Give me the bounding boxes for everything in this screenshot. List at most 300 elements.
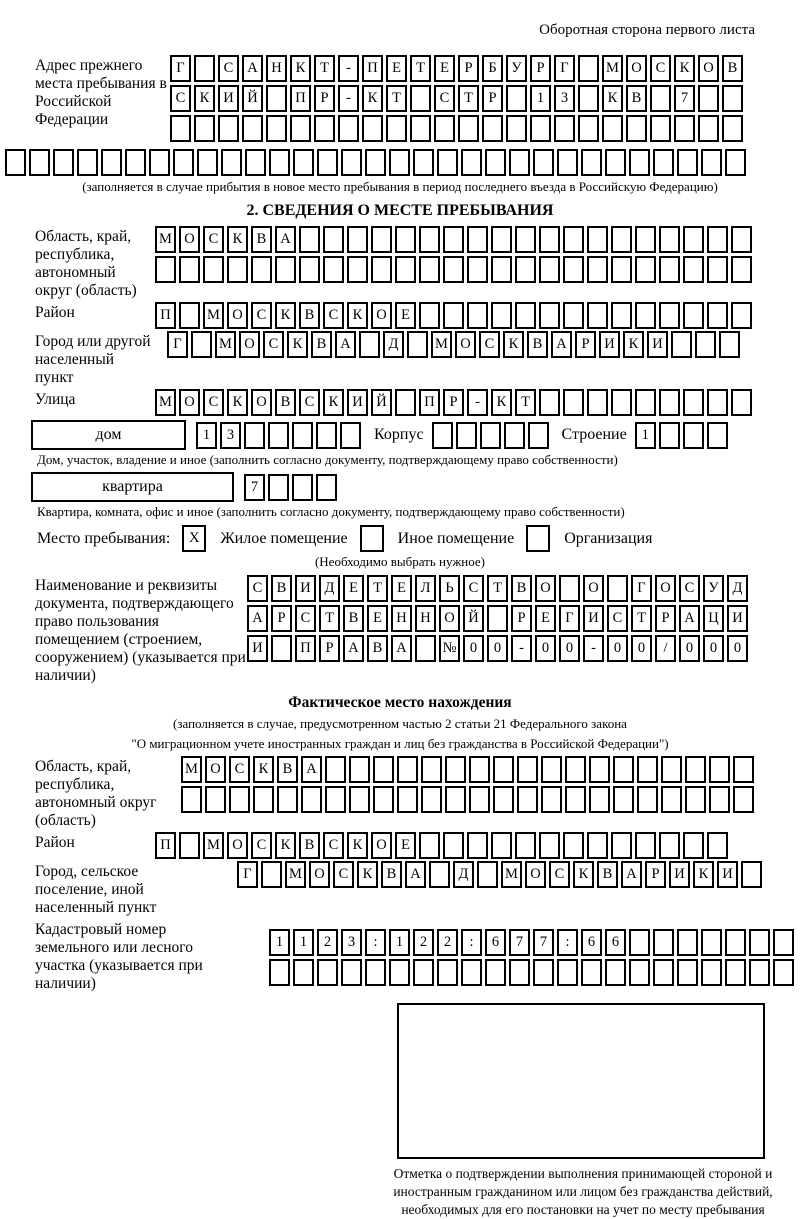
char-box[interactable]: К [290, 55, 311, 82]
char-box[interactable] [253, 786, 274, 813]
char-box[interactable] [155, 256, 176, 283]
char-box[interactable] [506, 115, 527, 142]
char-box[interactable] [461, 149, 482, 176]
char-box[interactable]: 1 [530, 85, 551, 112]
char-box[interactable]: 7 [674, 85, 695, 112]
char-box[interactable]: В [277, 756, 298, 783]
char-box[interactable]: В [381, 861, 402, 888]
char-box[interactable] [677, 929, 698, 956]
char-box[interactable] [509, 959, 530, 986]
checkbox-organization[interactable] [526, 525, 550, 552]
char-box[interactable]: С [203, 389, 224, 416]
char-box[interactable] [659, 226, 680, 253]
char-box[interactable] [659, 832, 680, 859]
char-box[interactable] [635, 389, 656, 416]
char-box[interactable]: - [338, 55, 359, 82]
char-box[interactable]: А [391, 635, 412, 662]
char-box[interactable] [203, 256, 224, 283]
char-box[interactable] [477, 861, 498, 888]
char-box[interactable]: К [227, 226, 248, 253]
char-box[interactable]: 7 [244, 474, 265, 501]
char-box[interactable]: П [155, 832, 176, 859]
char-box[interactable] [410, 85, 431, 112]
char-box[interactable]: Ц [703, 605, 724, 632]
char-box[interactable] [491, 226, 512, 253]
char-box[interactable] [194, 115, 215, 142]
char-box[interactable] [611, 389, 632, 416]
char-box[interactable] [683, 389, 704, 416]
char-box[interactable]: Й [463, 605, 484, 632]
char-box[interactable]: Е [434, 55, 455, 82]
char-box[interactable] [731, 389, 752, 416]
char-box[interactable] [410, 115, 431, 142]
char-box[interactable] [5, 149, 26, 176]
char-box[interactable]: В [275, 389, 296, 416]
char-box[interactable] [773, 959, 794, 986]
char-box[interactable]: Г [237, 861, 258, 888]
char-box[interactable]: А [275, 226, 296, 253]
char-box[interactable]: 3 [554, 85, 575, 112]
char-box[interactable]: Т [367, 575, 388, 602]
char-box[interactable]: 0 [487, 635, 508, 662]
char-box[interactable]: Р [530, 55, 551, 82]
char-box[interactable] [539, 226, 560, 253]
char-box[interactable] [722, 115, 743, 142]
char-box[interactable] [359, 331, 380, 358]
char-box[interactable]: А [335, 331, 356, 358]
char-box[interactable] [242, 115, 263, 142]
char-box[interactable]: 2 [413, 929, 434, 956]
char-box[interactable] [707, 226, 728, 253]
char-box[interactable]: Д [453, 861, 474, 888]
char-box[interactable] [653, 959, 674, 986]
char-box[interactable] [266, 115, 287, 142]
char-box[interactable]: К [275, 832, 296, 859]
char-box[interactable] [629, 959, 650, 986]
char-box[interactable]: : [461, 929, 482, 956]
char-box[interactable] [637, 786, 658, 813]
char-box[interactable]: Т [386, 85, 407, 112]
char-box[interactable]: 6 [485, 929, 506, 956]
char-box[interactable] [395, 389, 416, 416]
char-box[interactable] [611, 302, 632, 329]
char-box[interactable] [316, 474, 337, 501]
char-box[interactable]: К [227, 389, 248, 416]
char-box[interactable] [277, 786, 298, 813]
char-box[interactable] [290, 115, 311, 142]
char-box[interactable] [517, 756, 538, 783]
char-box[interactable] [557, 149, 578, 176]
char-box[interactable]: О [205, 756, 226, 783]
char-box[interactable]: П [155, 302, 176, 329]
char-box[interactable]: М [155, 389, 176, 416]
char-box[interactable]: О [179, 389, 200, 416]
char-box[interactable]: Р [271, 605, 292, 632]
char-box[interactable]: Т [314, 55, 335, 82]
char-box[interactable]: Г [167, 331, 188, 358]
char-box[interactable]: 0 [679, 635, 700, 662]
char-box[interactable]: В [343, 605, 364, 632]
char-box[interactable]: О [626, 55, 647, 82]
char-box[interactable] [325, 756, 346, 783]
char-box[interactable] [268, 422, 289, 449]
char-box[interactable]: 0 [559, 635, 580, 662]
char-box[interactable]: / [655, 635, 676, 662]
char-box[interactable] [653, 929, 674, 956]
char-box[interactable] [419, 256, 440, 283]
char-box[interactable]: С [251, 832, 272, 859]
char-box[interactable] [371, 256, 392, 283]
char-box[interactable]: К [623, 331, 644, 358]
char-box[interactable] [731, 226, 752, 253]
char-box[interactable] [709, 756, 730, 783]
char-box[interactable] [530, 115, 551, 142]
char-box[interactable] [515, 832, 536, 859]
char-box[interactable] [485, 959, 506, 986]
char-box[interactable] [317, 959, 338, 986]
char-box[interactable] [491, 832, 512, 859]
char-box[interactable]: О [309, 861, 330, 888]
char-box[interactable] [674, 115, 695, 142]
char-box[interactable] [125, 149, 146, 176]
char-box[interactable] [659, 302, 680, 329]
char-box[interactable] [563, 256, 584, 283]
char-box[interactable] [173, 149, 194, 176]
char-box[interactable] [741, 861, 762, 888]
char-box[interactable]: В [722, 55, 743, 82]
char-box[interactable] [589, 756, 610, 783]
char-box[interactable] [587, 226, 608, 253]
char-box[interactable] [589, 786, 610, 813]
char-box[interactable]: П [295, 635, 316, 662]
char-box[interactable] [261, 861, 282, 888]
char-box[interactable] [515, 256, 536, 283]
char-box[interactable] [685, 756, 706, 783]
char-box[interactable]: С [650, 55, 671, 82]
char-box[interactable]: О [251, 389, 272, 416]
char-box[interactable]: Р [511, 605, 532, 632]
char-box[interactable] [578, 85, 599, 112]
char-box[interactable]: О [371, 832, 392, 859]
char-box[interactable] [611, 256, 632, 283]
char-box[interactable] [415, 635, 436, 662]
char-box[interactable]: Е [395, 832, 416, 859]
char-box[interactable] [707, 302, 728, 329]
char-box[interactable] [181, 786, 202, 813]
char-box[interactable]: И [647, 331, 668, 358]
char-box[interactable]: 1 [196, 422, 217, 449]
char-box[interactable] [179, 256, 200, 283]
char-box[interactable] [506, 85, 527, 112]
char-box[interactable]: О [583, 575, 604, 602]
char-box[interactable]: А [551, 331, 572, 358]
char-box[interactable]: С [333, 861, 354, 888]
char-box[interactable]: Г [170, 55, 191, 82]
char-box[interactable] [170, 115, 191, 142]
char-box[interactable] [301, 786, 322, 813]
char-box[interactable] [443, 302, 464, 329]
char-box[interactable] [443, 226, 464, 253]
char-box[interactable]: С [203, 226, 224, 253]
char-box[interactable] [559, 575, 580, 602]
char-box[interactable] [467, 256, 488, 283]
char-box[interactable] [578, 115, 599, 142]
char-box[interactable] [293, 149, 314, 176]
char-box[interactable] [251, 256, 272, 283]
char-box[interactable] [659, 256, 680, 283]
char-box[interactable]: К [194, 85, 215, 112]
char-box[interactable] [725, 929, 746, 956]
char-box[interactable]: В [511, 575, 532, 602]
char-box[interactable]: С [263, 331, 284, 358]
char-box[interactable] [271, 635, 292, 662]
char-box[interactable]: И [717, 861, 738, 888]
char-box[interactable] [179, 832, 200, 859]
char-box[interactable] [292, 422, 313, 449]
char-box[interactable] [341, 149, 362, 176]
char-box[interactable] [480, 422, 501, 449]
char-box[interactable]: С [607, 605, 628, 632]
char-box[interactable] [504, 422, 525, 449]
char-box[interactable]: О [179, 226, 200, 253]
char-box[interactable]: - [338, 85, 359, 112]
char-box[interactable] [229, 786, 250, 813]
char-box[interactable] [563, 832, 584, 859]
char-box[interactable]: С [218, 55, 239, 82]
char-box[interactable] [563, 302, 584, 329]
char-box[interactable]: - [511, 635, 532, 662]
char-box[interactable]: Т [631, 605, 652, 632]
char-box[interactable]: С [251, 302, 272, 329]
char-box[interactable] [677, 149, 698, 176]
char-box[interactable] [491, 302, 512, 329]
char-box[interactable]: Р [314, 85, 335, 112]
char-box[interactable] [456, 422, 477, 449]
char-box[interactable]: С [247, 575, 268, 602]
char-box[interactable] [275, 256, 296, 283]
char-box[interactable]: 6 [605, 929, 626, 956]
char-box[interactable] [517, 786, 538, 813]
char-box[interactable]: П [290, 85, 311, 112]
char-box[interactable]: А [621, 861, 642, 888]
char-box[interactable] [316, 422, 337, 449]
char-box[interactable] [671, 331, 692, 358]
char-box[interactable] [244, 422, 265, 449]
char-box[interactable] [587, 832, 608, 859]
char-box[interactable]: М [602, 55, 623, 82]
char-box[interactable] [701, 149, 722, 176]
char-box[interactable] [491, 256, 512, 283]
char-box[interactable] [205, 786, 226, 813]
char-box[interactable] [725, 959, 746, 986]
char-box[interactable] [349, 756, 370, 783]
char-box[interactable] [659, 422, 680, 449]
char-box[interactable] [629, 929, 650, 956]
char-box[interactable] [314, 115, 335, 142]
char-box[interactable] [407, 331, 428, 358]
char-box[interactable] [539, 389, 560, 416]
char-box[interactable] [719, 331, 740, 358]
char-box[interactable]: Е [343, 575, 364, 602]
char-box[interactable]: С [463, 575, 484, 602]
char-box[interactable] [722, 85, 743, 112]
char-box[interactable]: У [506, 55, 527, 82]
char-box[interactable] [29, 149, 50, 176]
char-box[interactable] [541, 786, 562, 813]
char-box[interactable] [482, 115, 503, 142]
char-box[interactable]: О [655, 575, 676, 602]
char-box[interactable]: Д [383, 331, 404, 358]
char-box[interactable]: Т [319, 605, 340, 632]
char-box[interactable]: И [599, 331, 620, 358]
char-box[interactable]: К [275, 302, 296, 329]
char-box[interactable] [197, 149, 218, 176]
char-box[interactable] [365, 959, 386, 986]
char-box[interactable]: - [583, 635, 604, 662]
char-box[interactable]: 0 [463, 635, 484, 662]
char-box[interactable]: К [347, 832, 368, 859]
char-box[interactable]: Р [655, 605, 676, 632]
char-box[interactable]: С [295, 605, 316, 632]
char-box[interactable]: Ь [439, 575, 460, 602]
char-box[interactable]: Т [458, 85, 479, 112]
char-box[interactable] [269, 149, 290, 176]
char-box[interactable]: С [229, 756, 250, 783]
char-box[interactable]: 0 [607, 635, 628, 662]
char-box[interactable] [683, 256, 704, 283]
char-box[interactable] [683, 302, 704, 329]
char-box[interactable]: 1 [293, 929, 314, 956]
char-box[interactable]: Л [415, 575, 436, 602]
char-box[interactable] [299, 256, 320, 283]
char-box[interactable]: О [525, 861, 546, 888]
char-box[interactable] [268, 474, 289, 501]
char-box[interactable]: 0 [535, 635, 556, 662]
char-box[interactable] [565, 786, 586, 813]
char-box[interactable]: В [367, 635, 388, 662]
char-box[interactable] [487, 605, 508, 632]
char-box[interactable]: И [218, 85, 239, 112]
char-box[interactable]: М [181, 756, 202, 783]
char-box[interactable]: 7 [533, 929, 554, 956]
char-box[interactable]: 0 [727, 635, 748, 662]
char-box[interactable]: Д [727, 575, 748, 602]
char-box[interactable] [635, 832, 656, 859]
char-box[interactable]: С [549, 861, 570, 888]
char-box[interactable]: К [357, 861, 378, 888]
char-box[interactable] [539, 302, 560, 329]
char-box[interactable]: М [203, 832, 224, 859]
char-box[interactable] [578, 55, 599, 82]
char-box[interactable] [707, 389, 728, 416]
char-box[interactable]: И [247, 635, 268, 662]
checkbox-residential[interactable]: X [182, 525, 206, 552]
char-box[interactable]: П [419, 389, 440, 416]
char-box[interactable] [515, 226, 536, 253]
char-box[interactable] [419, 832, 440, 859]
char-box[interactable] [179, 302, 200, 329]
char-box[interactable] [602, 115, 623, 142]
char-box[interactable] [613, 756, 634, 783]
char-box[interactable] [605, 959, 626, 986]
char-box[interactable]: 1 [269, 929, 290, 956]
char-box[interactable]: 6 [581, 929, 602, 956]
char-box[interactable] [397, 786, 418, 813]
char-box[interactable]: О [535, 575, 556, 602]
char-box[interactable] [467, 302, 488, 329]
char-box[interactable]: А [405, 861, 426, 888]
char-box[interactable]: И [727, 605, 748, 632]
char-box[interactable] [707, 422, 728, 449]
char-box[interactable]: К [362, 85, 383, 112]
char-box[interactable] [218, 115, 239, 142]
char-box[interactable] [413, 959, 434, 986]
char-box[interactable] [386, 115, 407, 142]
char-box[interactable] [626, 115, 647, 142]
char-box[interactable] [528, 422, 549, 449]
char-box[interactable] [434, 115, 455, 142]
char-box[interactable]: М [501, 861, 522, 888]
char-box[interactable]: С [479, 331, 500, 358]
char-box[interactable] [467, 832, 488, 859]
char-box[interactable]: М [431, 331, 452, 358]
char-box[interactable] [413, 149, 434, 176]
char-box[interactable]: 0 [631, 635, 652, 662]
char-box[interactable] [557, 959, 578, 986]
char-box[interactable] [533, 959, 554, 986]
char-box[interactable] [515, 302, 536, 329]
char-box[interactable]: М [215, 331, 236, 358]
char-box[interactable]: М [285, 861, 306, 888]
char-box[interactable] [443, 256, 464, 283]
char-box[interactable] [365, 149, 386, 176]
char-box[interactable]: О [439, 605, 460, 632]
char-box[interactable] [362, 115, 383, 142]
char-box[interactable] [371, 226, 392, 253]
char-box[interactable] [299, 226, 320, 253]
char-box[interactable] [349, 786, 370, 813]
char-box[interactable]: О [227, 302, 248, 329]
char-box[interactable]: О [371, 302, 392, 329]
char-box[interactable]: Е [386, 55, 407, 82]
char-box[interactable]: К [491, 389, 512, 416]
char-box[interactable] [749, 959, 770, 986]
char-box[interactable] [317, 149, 338, 176]
char-box[interactable]: Р [319, 635, 340, 662]
char-box[interactable]: 3 [220, 422, 241, 449]
char-box[interactable] [581, 149, 602, 176]
char-box[interactable] [389, 149, 410, 176]
char-box[interactable] [701, 959, 722, 986]
char-box[interactable] [338, 115, 359, 142]
char-box[interactable]: О [227, 832, 248, 859]
char-box[interactable] [395, 256, 416, 283]
char-box[interactable]: К [287, 331, 308, 358]
char-box[interactable]: И [583, 605, 604, 632]
char-box[interactable] [539, 832, 560, 859]
char-box[interactable]: А [301, 756, 322, 783]
char-box[interactable] [731, 302, 752, 329]
char-box[interactable]: С [170, 85, 191, 112]
char-box[interactable]: Й [242, 85, 263, 112]
char-box[interactable]: В [311, 331, 332, 358]
char-box[interactable] [323, 226, 344, 253]
char-box[interactable]: К [253, 756, 274, 783]
char-box[interactable]: Н [391, 605, 412, 632]
char-box[interactable] [683, 422, 704, 449]
char-box[interactable] [698, 115, 719, 142]
char-box[interactable]: Т [410, 55, 431, 82]
